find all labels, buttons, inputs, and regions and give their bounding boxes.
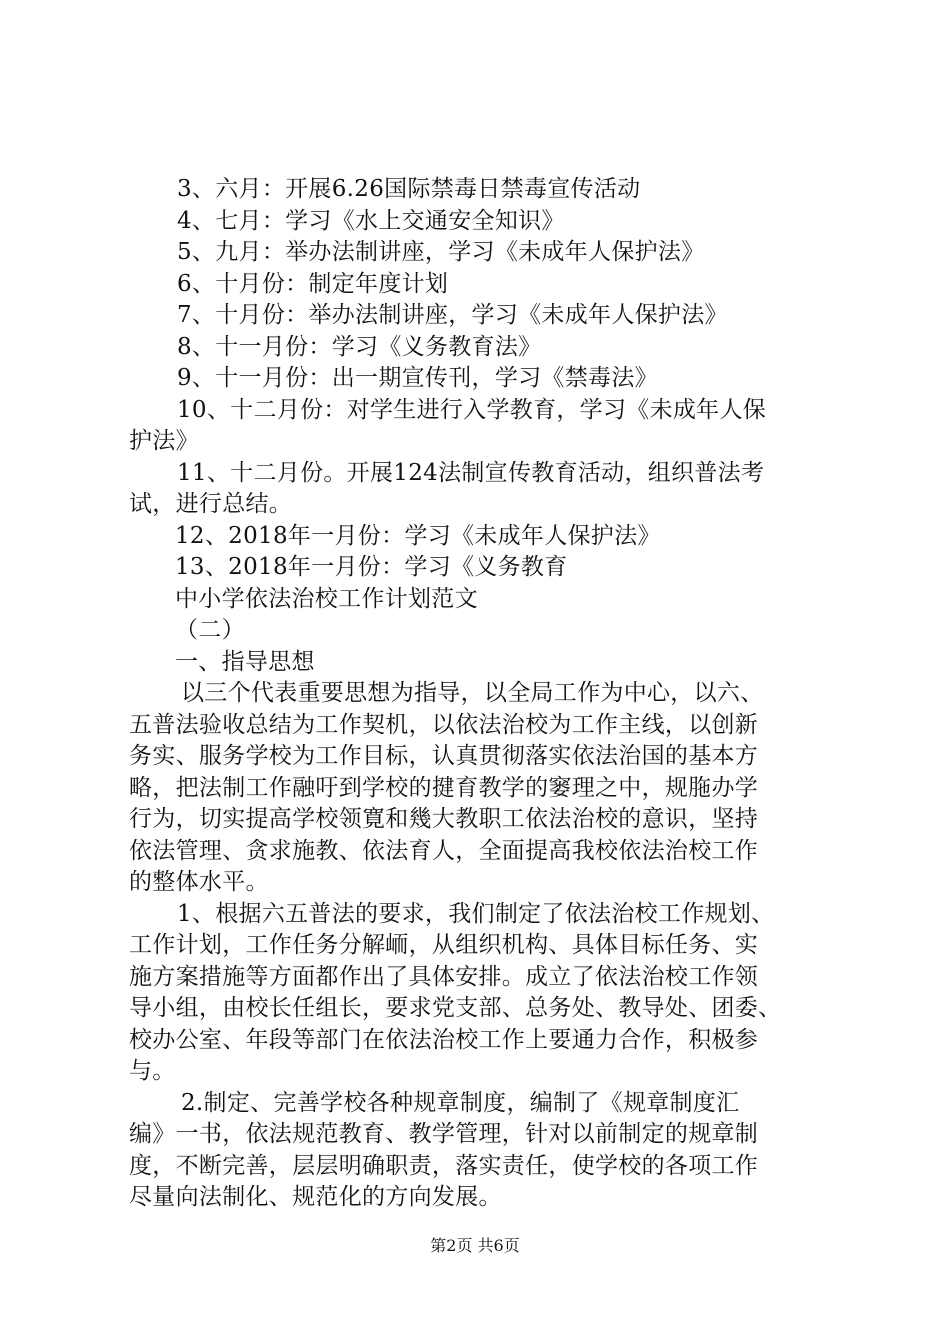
text-line: 护法》 (129, 428, 199, 454)
text-line: 编》一书，依法规范教育、教学管理，针对以前制定的规章制 (129, 1121, 759, 1147)
text-line: 13、2018年一月份：学习《义务教育 (175, 554, 568, 580)
text-line: 与。 (129, 1058, 176, 1084)
text-line: 依法管理、贪求施教、依法育人，全面提高我校依法治校工作 (129, 837, 759, 864)
text-line: 导小组，由校长任组长，要求党支部、总务处、教导处、团委、 (129, 995, 782, 1021)
text-line: 施方案措施等方面都作出了具体安排。成立了依法治校工作领 (129, 963, 759, 990)
text-line: 5、九月：举办法制讲座，学习《未成年人保护法》 (177, 239, 705, 265)
text-line: 尽量向法制化、规范化的方向发展。 (129, 1184, 502, 1210)
text-line: 校办公室、年段等部门在依法治校工作上要通力合作，积极参 (129, 1026, 759, 1053)
text-line: 一、指导思想 (175, 648, 315, 675)
text-line: 8、十一月份：学习《义务教育法》 (177, 333, 542, 360)
text-line: 度，不断完善，层层明确职责，落实责任，使学校的各项工作 (129, 1152, 759, 1179)
text-line: 3、六月：开展6.26国际禁毒日禁毒宣传活动 (177, 176, 641, 202)
text-line: 1、根据六五普法的要求，我们制定了依法治校工作规划、 (177, 900, 775, 927)
text-line: 试，进行总结。 (129, 491, 293, 517)
text-line: 的整体水平。 (129, 869, 269, 895)
text-line: 2.制定、完善学校各种规章制度，编制了《规章制度汇 (181, 1089, 740, 1116)
document-body (129, 174, 841, 1214)
text-line: 7、十月份：举办法制讲座，学习《未成年人保护法》 (177, 302, 728, 328)
text-line: 行为，切实提高学校领寛和幾大教职工依法治校的意识，坚持 (129, 806, 759, 832)
text-line: 9、十一月份：出一期宣传刊，学习《禁毒法》 (177, 365, 658, 391)
text-line: 务实、服务学校为工作目标，认真贯彻落实依法治国的基本方 (129, 743, 759, 769)
text-line: 以三个代表重要思想为指导，以全局工作为中心，以六、 (181, 680, 764, 706)
text-line: 4、七月：学习《水上交通安全知识》 (177, 207, 565, 234)
text-line: （二） (175, 617, 245, 643)
text-line: 6、十月份：制定年度计划 (177, 270, 449, 297)
page-footer: 第2页 共6页 (430, 1236, 520, 1255)
text-line: 11、十二月份。开展124法制宣传教育活动，组织普法考 (177, 459, 765, 486)
text-line: 12、2018年一月份：学习《未成年人保护法》 (175, 522, 661, 549)
text-line: 五普法验收总结为工作契机，以依法治校为工作主线，以创新 (129, 711, 759, 738)
text-line: 工作计划，工作任务分解峏，从组织机构、具体目标任务、实 (129, 932, 759, 958)
text-line: 10、十二月份：对学生进行入学教育，学习《未成年人保 (177, 396, 767, 423)
text-line: 中小学依法治校工作计划范文 (175, 585, 478, 612)
text-line: 略，把法制工作融吁到学校的揵育教学的窭理之中，规胣办学 (129, 774, 759, 801)
